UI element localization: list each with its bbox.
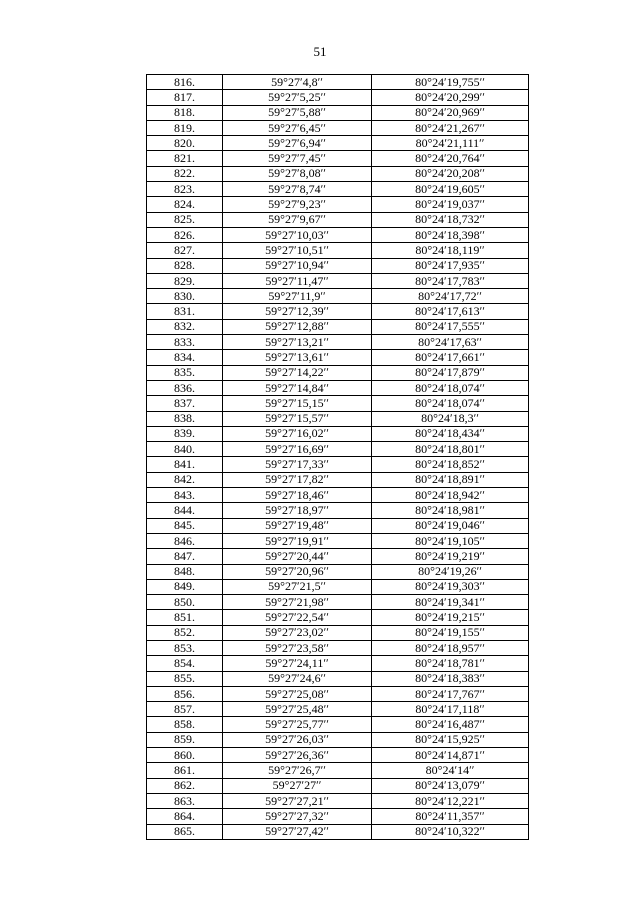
latitude-cell: 59°27ʹ11,47ʹʹ: [223, 273, 372, 288]
latitude-cell: 59°27ʹ4,8ʹʹ: [223, 75, 372, 90]
longitude-cell: 80°24ʹ17,783ʹʹ: [372, 273, 529, 288]
longitude-cell: 80°24ʹ19,215ʹʹ: [372, 610, 529, 625]
latitude-cell: 59°27ʹ26,03ʹʹ: [223, 732, 372, 747]
latitude-cell: 59°27ʹ17,82ʹʹ: [223, 472, 372, 487]
point-number-cell: 824.: [147, 197, 223, 212]
latitude-cell: 59°27ʹ5,25ʹʹ: [223, 90, 372, 105]
longitude-cell: 80°24ʹ19,26ʹʹ: [372, 564, 529, 579]
page-number: 51: [313, 44, 327, 59]
point-number-cell: 848.: [147, 564, 223, 579]
longitude-cell: 80°24ʹ17,613ʹʹ: [372, 304, 529, 319]
table-row: [147, 671, 529, 686]
latitude-cell: 59°27ʹ19,48ʹʹ: [223, 518, 372, 533]
longitude-cell: 80°24ʹ20,299ʹʹ: [372, 90, 529, 105]
point-number-cell: 853.: [147, 640, 223, 655]
latitude-cell: 59°27ʹ17,33ʹʹ: [223, 457, 372, 472]
latitude-cell: 59°27ʹ14,84ʹʹ: [223, 380, 372, 395]
point-number-cell: 819.: [147, 120, 223, 135]
table-row: [147, 227, 529, 242]
table-row: [147, 319, 529, 334]
table-row: [147, 793, 529, 808]
point-number-cell: 823.: [147, 182, 223, 197]
longitude-cell: 80°24ʹ11,357ʹʹ: [372, 809, 529, 824]
point-number-cell: 854.: [147, 656, 223, 671]
table-row: [147, 365, 529, 380]
latitude-cell: 59°27ʹ23,58ʹʹ: [223, 640, 372, 655]
latitude-cell: 59°27ʹ10,51ʹʹ: [223, 243, 372, 258]
longitude-cell: 80°24ʹ14,871ʹʹ: [372, 748, 529, 763]
point-number-cell: 837.: [147, 396, 223, 411]
table-row: [147, 610, 529, 625]
latitude-cell: 59°27ʹ27,42ʹʹ: [223, 824, 372, 839]
latitude-cell: 59°27ʹ26,7ʹʹ: [223, 763, 372, 778]
latitude-cell: 59°27ʹ6,94ʹʹ: [223, 136, 372, 151]
latitude-cell: 59°27ʹ13,61ʹʹ: [223, 350, 372, 365]
latitude-cell: 59°27ʹ7,45ʹʹ: [223, 151, 372, 166]
point-number-cell: 826.: [147, 227, 223, 242]
latitude-cell: 59°27ʹ25,48ʹʹ: [223, 702, 372, 717]
point-number-cell: 856.: [147, 686, 223, 701]
table-row: [147, 380, 529, 395]
point-number-cell: 836.: [147, 380, 223, 395]
point-number-cell: 843.: [147, 488, 223, 503]
table-row: [147, 533, 529, 548]
latitude-cell: 59°27ʹ10,03ʹʹ: [223, 227, 372, 242]
table-row: [147, 197, 529, 212]
table-row: [147, 488, 529, 503]
table-row: [147, 411, 529, 426]
latitude-cell: 59°27ʹ25,77ʹʹ: [223, 717, 372, 732]
point-number-cell: 863.: [147, 793, 223, 808]
longitude-cell: 80°24ʹ19,605ʹʹ: [372, 182, 529, 197]
longitude-cell: 80°24ʹ12,221ʹʹ: [372, 793, 529, 808]
point-number-cell: 861.: [147, 763, 223, 778]
point-number-cell: 859.: [147, 732, 223, 747]
latitude-cell: 59°27ʹ13,21ʹʹ: [223, 335, 372, 350]
latitude-cell: 59°27ʹ20,96ʹʹ: [223, 564, 372, 579]
table-row: [147, 273, 529, 288]
longitude-cell: 80°24ʹ18,074ʹʹ: [372, 396, 529, 411]
point-number-cell: 818.: [147, 105, 223, 120]
longitude-cell: 80°24ʹ21,111ʹʹ: [372, 136, 529, 151]
table-row: [147, 595, 529, 610]
latitude-cell: 59°27ʹ18,46ʹʹ: [223, 488, 372, 503]
latitude-cell: 59°27ʹ9,67ʹʹ: [223, 212, 372, 227]
latitude-cell: 59°27ʹ8,74ʹʹ: [223, 182, 372, 197]
longitude-cell: 80°24ʹ17,63ʹʹ: [372, 335, 529, 350]
latitude-cell: 59°27ʹ21,5ʹʹ: [223, 579, 372, 594]
point-number-cell: 816.: [147, 75, 223, 90]
point-number-cell: 833.: [147, 335, 223, 350]
latitude-cell: 59°27ʹ22,54ʹʹ: [223, 610, 372, 625]
latitude-cell: 59°27ʹ8,08ʹʹ: [223, 166, 372, 181]
latitude-cell: 59°27ʹ25,08ʹʹ: [223, 686, 372, 701]
point-number-cell: 847.: [147, 549, 223, 564]
longitude-cell: 80°24ʹ18,074ʹʹ: [372, 380, 529, 395]
point-number-cell: 831.: [147, 304, 223, 319]
longitude-cell: 80°24ʹ18,981ʹʹ: [372, 503, 529, 518]
longitude-cell: 80°24ʹ10,322ʹʹ: [372, 824, 529, 839]
longitude-cell: 80°24ʹ18,434ʹʹ: [372, 426, 529, 441]
point-number-cell: 828.: [147, 258, 223, 273]
table-row: [147, 564, 529, 579]
table-row: [147, 136, 529, 151]
longitude-cell: 80°24ʹ18,891ʹʹ: [372, 472, 529, 487]
point-number-cell: 827.: [147, 243, 223, 258]
longitude-cell: 80°24ʹ19,303ʹʹ: [372, 579, 529, 594]
longitude-cell: 80°24ʹ18,852ʹʹ: [372, 457, 529, 472]
table-row: [147, 824, 529, 839]
latitude-cell: 59°27ʹ27,21ʹʹ: [223, 793, 372, 808]
point-number-cell: 829.: [147, 273, 223, 288]
longitude-cell: 80°24ʹ20,764ʹʹ: [372, 151, 529, 166]
table-row: [147, 243, 529, 258]
point-number-cell: 840.: [147, 442, 223, 457]
longitude-cell: 80°24ʹ18,383ʹʹ: [372, 671, 529, 686]
longitude-cell: 80°24ʹ19,341ʹʹ: [372, 595, 529, 610]
longitude-cell: 80°24ʹ19,219ʹʹ: [372, 549, 529, 564]
table-row: [147, 809, 529, 824]
latitude-cell: 59°27ʹ12,88ʹʹ: [223, 319, 372, 334]
latitude-cell: 59°27ʹ16,02ʹʹ: [223, 426, 372, 441]
table-row: [147, 258, 529, 273]
longitude-cell: 80°24ʹ18,801ʹʹ: [372, 442, 529, 457]
point-number-cell: 865.: [147, 824, 223, 839]
longitude-cell: 80°24ʹ19,105ʹʹ: [372, 533, 529, 548]
table-row: [147, 350, 529, 365]
table-row: [147, 182, 529, 197]
point-number-cell: 850.: [147, 595, 223, 610]
point-number-cell: 835.: [147, 365, 223, 380]
table-row: [147, 625, 529, 640]
longitude-cell: 80°24ʹ16,487ʹʹ: [372, 717, 529, 732]
point-number-cell: 860.: [147, 748, 223, 763]
point-number-cell: 845.: [147, 518, 223, 533]
table-row: [147, 90, 529, 105]
longitude-cell: 80°24ʹ17,879ʹʹ: [372, 365, 529, 380]
point-number-cell: 849.: [147, 579, 223, 594]
table-row: [147, 579, 529, 594]
table-row: [147, 640, 529, 655]
coordinates-table: [146, 74, 529, 840]
latitude-cell: 59°27ʹ19,91ʹʹ: [223, 533, 372, 548]
longitude-cell: 80°24ʹ18,942ʹʹ: [372, 488, 529, 503]
table-row: [147, 763, 529, 778]
longitude-cell: 80°24ʹ18,781ʹʹ: [372, 656, 529, 671]
latitude-cell: 59°27ʹ27ʹʹ: [223, 778, 372, 793]
point-number-cell: 846.: [147, 533, 223, 548]
latitude-cell: 59°27ʹ27,32ʹʹ: [223, 809, 372, 824]
latitude-cell: 59°27ʹ14,22ʹʹ: [223, 365, 372, 380]
table-row: [147, 335, 529, 350]
longitude-cell: 80°24ʹ17,935ʹʹ: [372, 258, 529, 273]
table-row: [147, 518, 529, 533]
table-row: [147, 396, 529, 411]
longitude-cell: 80°24ʹ19,155ʹʹ: [372, 625, 529, 640]
table-row: [147, 212, 529, 227]
point-number-cell: 842.: [147, 472, 223, 487]
longitude-cell: 80°24ʹ18,732ʹʹ: [372, 212, 529, 227]
point-number-cell: 841.: [147, 457, 223, 472]
table-row: [147, 457, 529, 472]
latitude-cell: 59°27ʹ20,44ʹʹ: [223, 549, 372, 564]
longitude-cell: 80°24ʹ17,555ʹʹ: [372, 319, 529, 334]
point-number-cell: 858.: [147, 717, 223, 732]
point-number-cell: 864.: [147, 809, 223, 824]
point-number-cell: 832.: [147, 319, 223, 334]
table-row: [147, 105, 529, 120]
longitude-cell: 80°24ʹ18,119ʹʹ: [372, 243, 529, 258]
table-row: [147, 151, 529, 166]
latitude-cell: 59°27ʹ24,11ʹʹ: [223, 656, 372, 671]
longitude-cell: 80°24ʹ15,925ʹʹ: [372, 732, 529, 747]
latitude-cell: 59°27ʹ23,02ʹʹ: [223, 625, 372, 640]
point-number-cell: 855.: [147, 671, 223, 686]
point-number-cell: 822.: [147, 166, 223, 181]
table-row: [147, 442, 529, 457]
longitude-cell: 80°24ʹ18,957ʹʹ: [372, 640, 529, 655]
point-number-cell: 830.: [147, 289, 223, 304]
table-row: [147, 748, 529, 763]
table-row: [147, 472, 529, 487]
table-row: [147, 289, 529, 304]
latitude-cell: 59°27ʹ10,94ʹʹ: [223, 258, 372, 273]
latitude-cell: 59°27ʹ5,88ʹʹ: [223, 105, 372, 120]
longitude-cell: 80°24ʹ19,037ʹʹ: [372, 197, 529, 212]
table-row: [147, 686, 529, 701]
latitude-cell: 59°27ʹ11,9ʹʹ: [223, 289, 372, 304]
latitude-cell: 59°27ʹ16,69ʹʹ: [223, 442, 372, 457]
latitude-cell: 59°27ʹ26,36ʹʹ: [223, 748, 372, 763]
longitude-cell: 80°24ʹ17,661ʹʹ: [372, 350, 529, 365]
table-row: [147, 549, 529, 564]
longitude-cell: 80°24ʹ13,079ʹʹ: [372, 778, 529, 793]
latitude-cell: 59°27ʹ21,98ʹʹ: [223, 595, 372, 610]
longitude-cell: 80°24ʹ21,267ʹʹ: [372, 120, 529, 135]
point-number-cell: 821.: [147, 151, 223, 166]
point-number-cell: 838.: [147, 411, 223, 426]
longitude-cell: 80°24ʹ19,755ʹʹ: [372, 75, 529, 90]
point-number-cell: 862.: [147, 778, 223, 793]
latitude-cell: 59°27ʹ15,15ʹʹ: [223, 396, 372, 411]
latitude-cell: 59°27ʹ9,23ʹʹ: [223, 197, 372, 212]
table-row: [147, 656, 529, 671]
point-number-cell: 817.: [147, 90, 223, 105]
latitude-cell: 59°27ʹ12,39ʹʹ: [223, 304, 372, 319]
longitude-cell: 80°24ʹ18,398ʹʹ: [372, 227, 529, 242]
table-row: [147, 120, 529, 135]
table-row: [147, 717, 529, 732]
table-row: [147, 304, 529, 319]
longitude-cell: 80°24ʹ17,72ʹʹ: [372, 289, 529, 304]
table-row: [147, 166, 529, 181]
longitude-cell: 80°24ʹ14ʹʹ: [372, 763, 529, 778]
point-number-cell: 834.: [147, 350, 223, 365]
table-row: [147, 732, 529, 747]
point-number-cell: 839.: [147, 426, 223, 441]
latitude-cell: 59°27ʹ6,45ʹʹ: [223, 120, 372, 135]
point-number-cell: 851.: [147, 610, 223, 625]
table-row: [147, 778, 529, 793]
latitude-cell: 59°27ʹ18,97ʹʹ: [223, 503, 372, 518]
point-number-cell: 844.: [147, 503, 223, 518]
point-number-cell: 820.: [147, 136, 223, 151]
latitude-cell: 59°27ʹ15,57ʹʹ: [223, 411, 372, 426]
latitude-cell: 59°27ʹ24,6ʹʹ: [223, 671, 372, 686]
longitude-cell: 80°24ʹ17,767ʹʹ: [372, 686, 529, 701]
point-number-cell: 825.: [147, 212, 223, 227]
longitude-cell: 80°24ʹ18,3ʹʹ: [372, 411, 529, 426]
longitude-cell: 80°24ʹ20,969ʹʹ: [372, 105, 529, 120]
table-row: [147, 503, 529, 518]
point-number-cell: 852.: [147, 625, 223, 640]
point-number-cell: 857.: [147, 702, 223, 717]
table-row: [147, 75, 529, 90]
longitude-cell: 80°24ʹ17,118ʹʹ: [372, 702, 529, 717]
longitude-cell: 80°24ʹ19,046ʹʹ: [372, 518, 529, 533]
coordinates-table-body: [147, 75, 529, 840]
table-row: [147, 426, 529, 441]
longitude-cell: 80°24ʹ20,208ʹʹ: [372, 166, 529, 181]
table-row: [147, 702, 529, 717]
